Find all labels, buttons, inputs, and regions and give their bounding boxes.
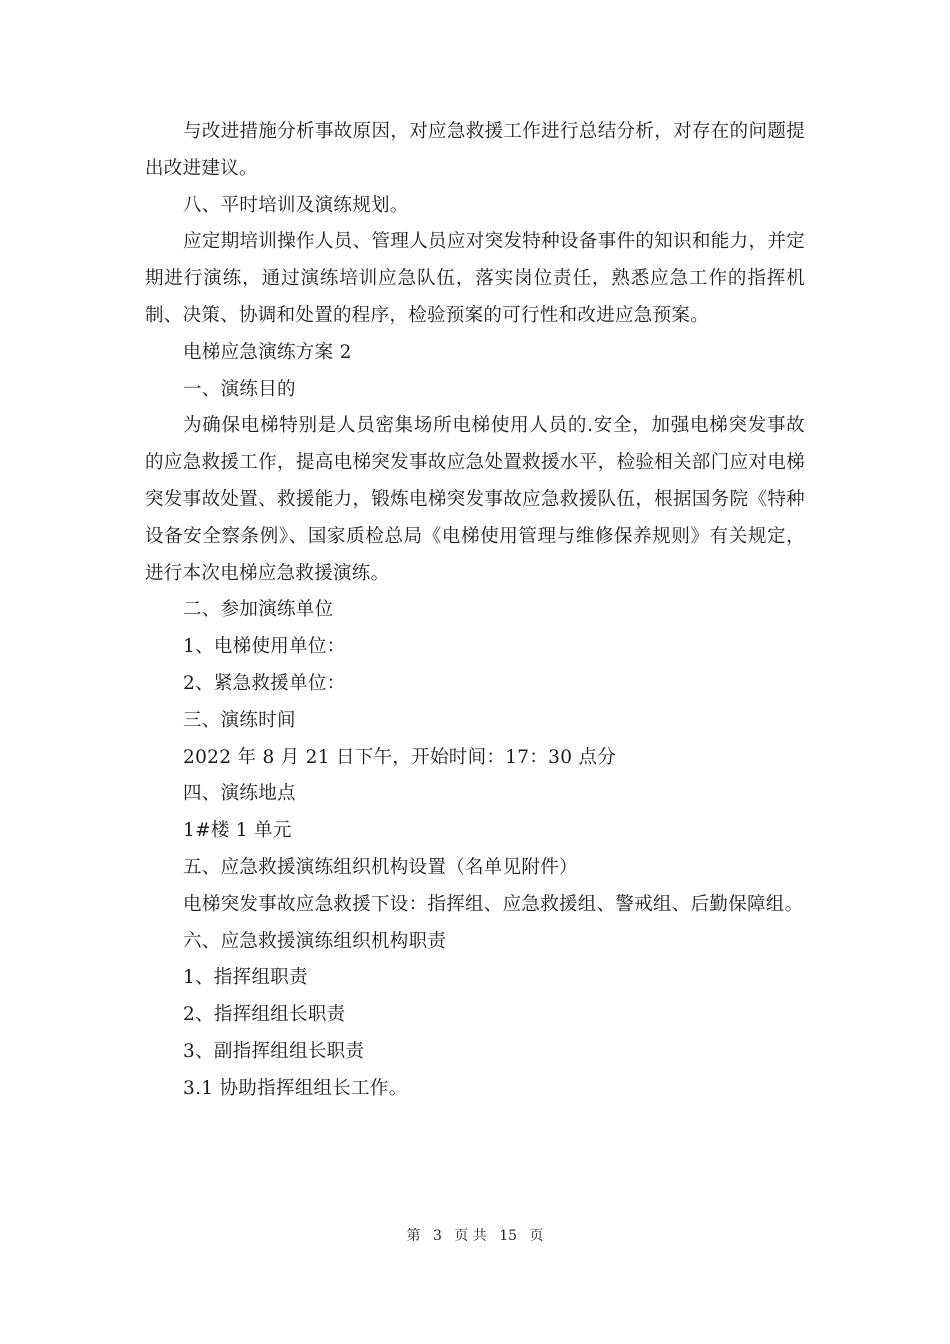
section-heading: 三、演练时间 (183, 709, 296, 731)
document-body (145, 114, 805, 1108)
list-item: 3.1 协助指挥组组长工作。 (183, 1077, 408, 1099)
section-heading: 一、演练目的 (183, 378, 296, 400)
document-title: 电梯应急演练方案 2 (183, 341, 352, 363)
page-footer (0, 1225, 950, 1245)
list-item: 2、指挥组组长职责 (183, 1004, 346, 1026)
footer-label-of: 页 共 (454, 1228, 487, 1244)
paragraph: 与改进措施分析事故原因，对应急救援工作进行总结分析，对存在的问题提出改进建议。 (145, 121, 805, 179)
section-heading: 八、平时培训及演练规划。 (183, 194, 409, 216)
footer-label-page: 第 (406, 1228, 421, 1244)
list-item: 1、电梯使用单位： (183, 636, 346, 658)
footer-current-page: 3 (432, 1228, 442, 1244)
section-heading: 五、应急救援演练组织机构设置（名单见附件） (183, 856, 578, 878)
paragraph: 电梯突发事故应急救援下设：指挥组、应急救援组、警戒组、后勤保障组。 (183, 893, 804, 915)
section-heading: 四、演练地点 (183, 783, 296, 805)
section-heading: 六、应急救援演练组织机构职责 (183, 930, 447, 952)
list-item: 2、紧急救援单位： (183, 672, 346, 694)
paragraph: 1#楼 1 单元 (183, 820, 292, 842)
paragraph: 为确保电梯特别是人员密集场所电梯使用人员的.安全，加强电梯突发事故的应急救援工作，提高电梯突发事故应急处置救援水平，检验相关部门应对电梯突发事故处置、救援能力，锻炼电梯突发事故应急救援队伍，根据国务院《特种设备安全察条例》、国家质检总局《电梯使用管理与维修保养规则》有关规定，进行本次电梯应急救援演练。 (145, 415, 805, 584)
list-item: 3、副指挥组组长职责 (183, 1040, 365, 1062)
footer-total-pages: 15 (499, 1228, 518, 1244)
footer-label-pages: 页 (529, 1228, 544, 1244)
section-heading: 二、参加演练单位 (183, 599, 334, 621)
list-item: 1、指挥组职责 (183, 967, 308, 989)
paragraph: 应定期培训操作人员、管理人员应对突发特种设备事件的知识和能力，并定期进行演练，通过演练培训应急队伍，落实岗位责任，熟悉应急工作的指挥机制、决策、协调和处置的程序，检验预案的可行性和改进应急预案。 (145, 231, 805, 326)
paragraph: 2022 年 8 月 21 日下午，开始时间：17：30 点分 (183, 746, 617, 768)
